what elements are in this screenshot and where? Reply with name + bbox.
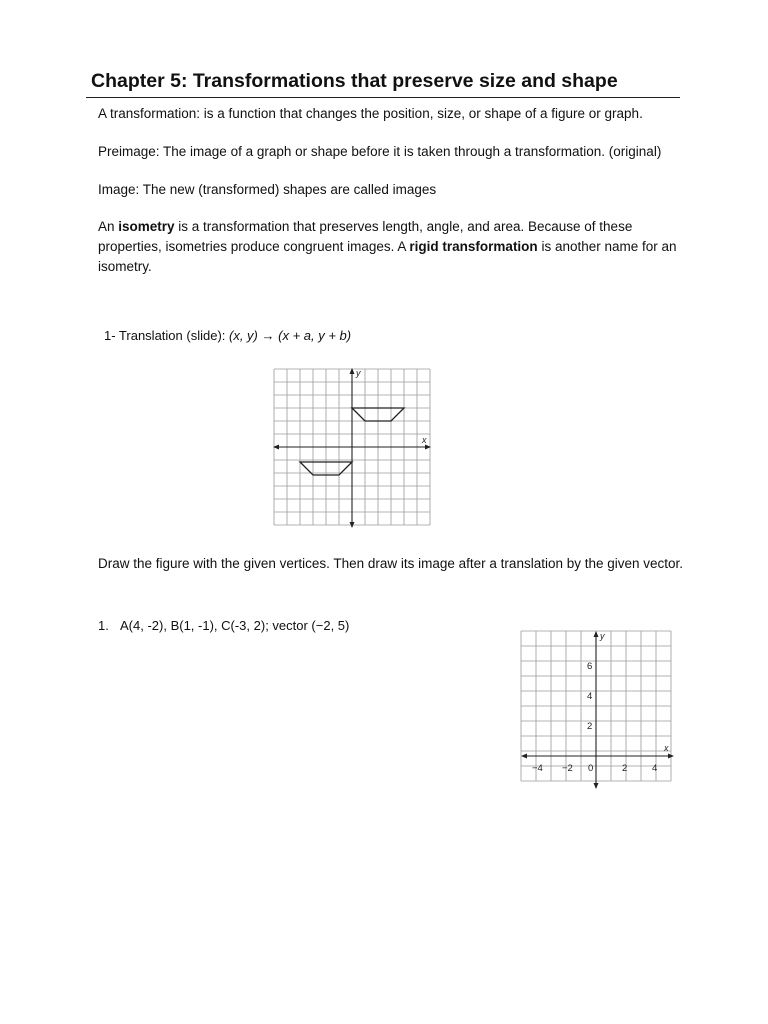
x-tick-label: 0 bbox=[588, 763, 594, 774]
rigid-transformation-term: rigid transformation bbox=[409, 239, 538, 254]
y-tick-label: 4 bbox=[587, 691, 593, 702]
translation-rule-output: (x + a, y + b) bbox=[278, 328, 352, 343]
title-divider bbox=[86, 97, 680, 98]
exercise-1 bbox=[98, 618, 349, 633]
y-axis-arrow-up bbox=[594, 631, 599, 637]
y-tick-label: 2 bbox=[587, 721, 593, 732]
exercise-text: A(4, -2), B(1, -1), C(-3, 2); vector (−2, 5) bbox=[120, 618, 350, 633]
exercise-graph-y-label: y bbox=[600, 631, 605, 641]
definition-image: Image: The new (transformed) shapes are called images bbox=[98, 182, 437, 197]
x-tick-label: 2 bbox=[622, 763, 628, 774]
x-tick-label: −2 bbox=[562, 763, 573, 774]
exercise-graph-x-label: x bbox=[664, 743, 669, 753]
translation-graph-x-label: x bbox=[422, 435, 427, 445]
isometry-suffix: is another name for an isometry. bbox=[98, 239, 677, 274]
definition-preimage: Preimage: The image of a graph or shape before it is taken through a transformation. (original) bbox=[98, 144, 662, 159]
definition-transformation: A transformation: is a function that changes the position, size, or shape of a figure or graph. bbox=[98, 106, 643, 121]
x-tick-label: −4 bbox=[532, 763, 543, 774]
isometry-prefix: An bbox=[98, 219, 119, 234]
isometry-middle: is a transformation that preserves length, angle, and area. Because of these properties, isometries produce congruent images. A bbox=[98, 219, 633, 254]
isometry-term: isometry bbox=[118, 219, 175, 234]
y-axis-arrow-down bbox=[594, 783, 599, 789]
y-tick-label: 6 bbox=[587, 661, 593, 672]
translation-graph bbox=[272, 367, 432, 529]
translation-arrow: → bbox=[257, 328, 279, 343]
page-title: Chapter 5: Transformations that preserve size and shape bbox=[91, 70, 618, 92]
instructions: Draw the figure with the given vertices. Then draw its image after a translation by the given vector. bbox=[98, 556, 684, 571]
translation-label: 1- Translation (slide): bbox=[104, 328, 229, 343]
definition-isometry bbox=[98, 217, 688, 277]
translation-graph-y-label: y bbox=[356, 368, 361, 378]
translation-heading bbox=[104, 328, 351, 343]
exercise-number: 1. bbox=[98, 618, 109, 633]
translation-rule-input: (x, y) bbox=[229, 328, 258, 343]
exercise-graph bbox=[520, 630, 675, 790]
x-tick-label: 4 bbox=[652, 763, 658, 774]
x-axis-arrow-left bbox=[521, 754, 527, 759]
